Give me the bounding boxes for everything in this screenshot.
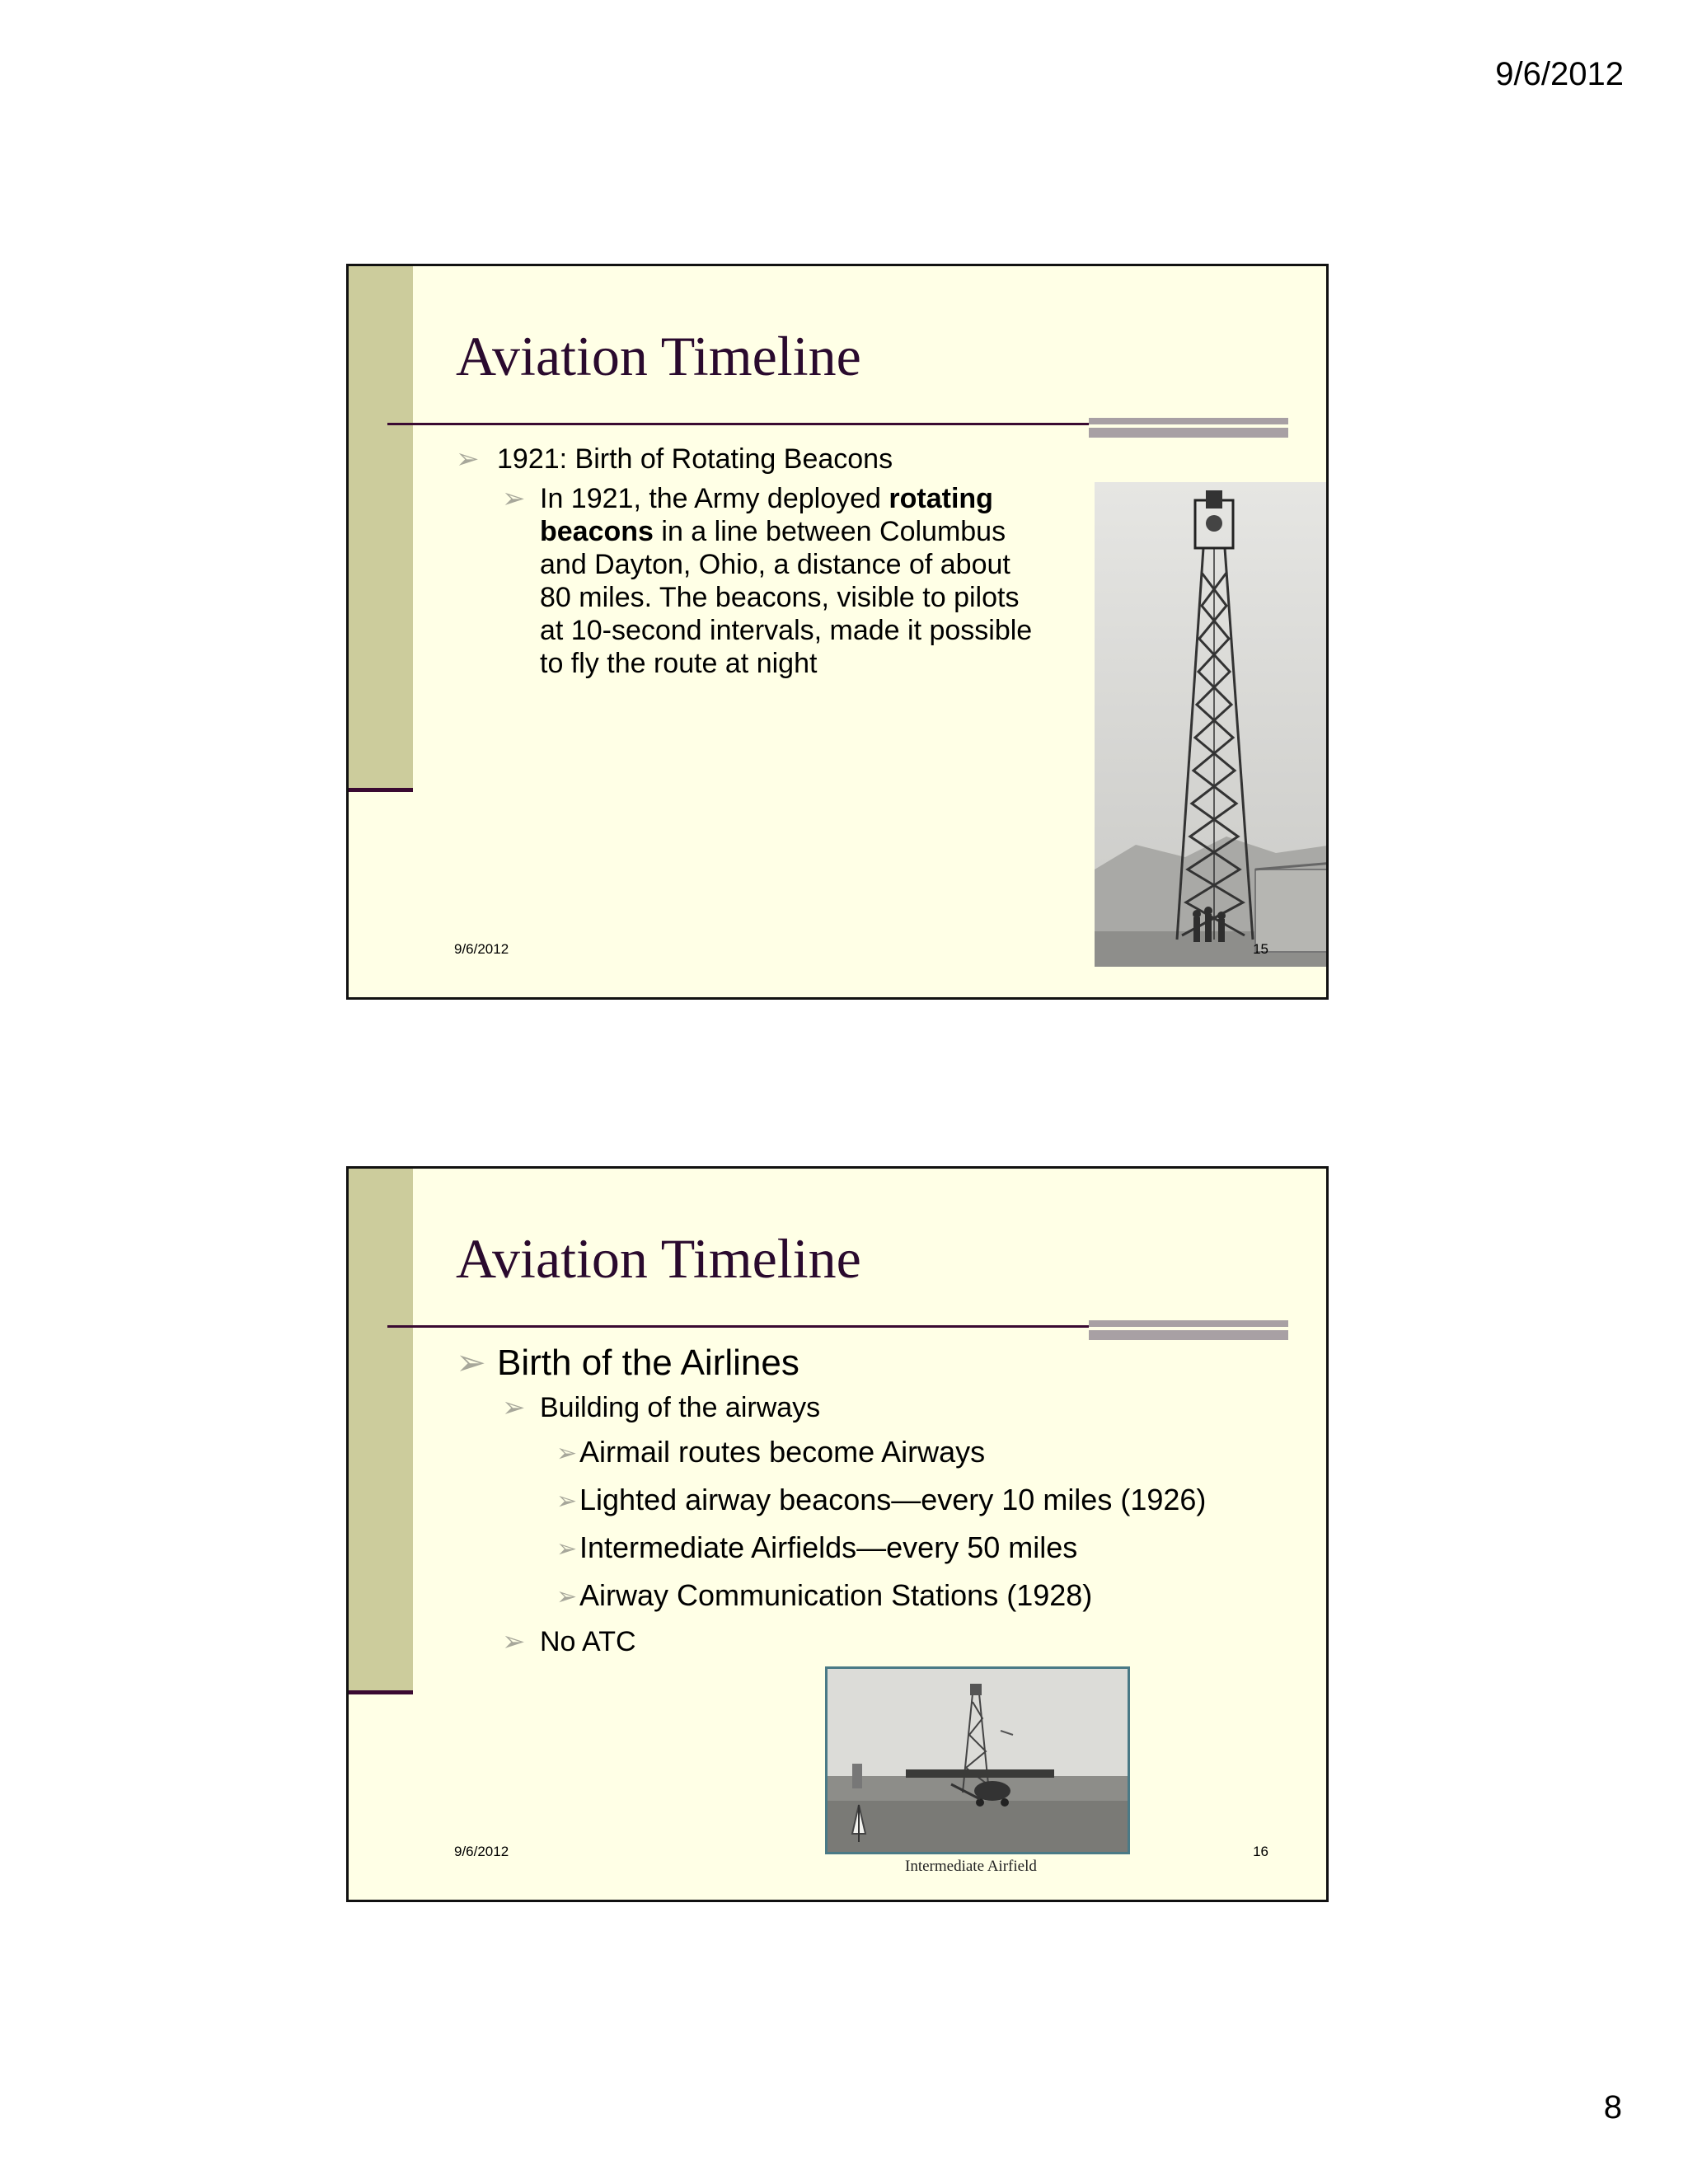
slide-footer-date: 9/6/2012 bbox=[454, 941, 509, 957]
bullet-text: 1921: Birth of Rotating Beacons bbox=[497, 443, 893, 475]
bullet-list bbox=[456, 441, 1296, 680]
sub-bullet-text: Building of the airways bbox=[540, 1392, 821, 1423]
sub-bullet-text: No ATC bbox=[540, 1626, 636, 1657]
arrow-bullet-icon: ➢ bbox=[556, 1535, 578, 1563]
list-item bbox=[456, 1528, 1296, 1568]
slide-15 bbox=[346, 264, 1329, 1000]
slide-16 bbox=[346, 1166, 1329, 1902]
sub-bullet-text: In 1921, the Army deployed rotating beacons in a line between Columbus and Dayton, Ohio, a distance of about 80 miles. The beacons, visible to pilots at 10-second intervals, made it possible to fly the route at night bbox=[540, 483, 1033, 679]
arrow-bullet-icon: ➢ bbox=[502, 1625, 526, 1658]
slide-title: Aviation Timeline bbox=[456, 325, 861, 387]
list-item bbox=[456, 482, 1034, 680]
list-item bbox=[456, 1576, 1296, 1615]
slide-sidebar bbox=[349, 266, 413, 788]
intermediate-airfield-photo bbox=[825, 1666, 1130, 1854]
list-item bbox=[456, 1480, 1296, 1520]
list-item bbox=[456, 1625, 1296, 1658]
bullet-text: Birth of the Airlines bbox=[497, 1343, 799, 1383]
slide-footer-date: 9/6/2012 bbox=[454, 1844, 509, 1859]
bullet-list bbox=[456, 1340, 1296, 1658]
arrow-bullet-icon: ➢ bbox=[556, 1439, 578, 1468]
arrow-bullet-icon: ➢ bbox=[456, 443, 480, 476]
item-text: Airmail routes become Airways bbox=[579, 1435, 986, 1469]
photo-caption: Intermediate Airfield bbox=[905, 1858, 1037, 1875]
slide-title: Aviation Timeline bbox=[456, 1227, 861, 1290]
list-item bbox=[456, 1340, 1296, 1386]
title-accent-bar bbox=[1089, 418, 1288, 438]
sidebar-underline bbox=[349, 788, 413, 792]
list-item bbox=[456, 1391, 1296, 1424]
slide-number: 16 bbox=[1253, 1844, 1268, 1859]
arrow-bullet-icon: ➢ bbox=[556, 1582, 578, 1611]
arrow-bullet-icon: ➢ bbox=[502, 1391, 526, 1424]
item-text: Airway Communication Stations (1928) bbox=[579, 1578, 1093, 1612]
slide-sidebar bbox=[349, 1169, 413, 1690]
page-number: 8 bbox=[1603, 2089, 1622, 2125]
item-text: Lighted airway beacons—every 10 miles (1926) bbox=[579, 1483, 1207, 1516]
list-item bbox=[456, 1432, 1296, 1472]
page-date: 9/6/2012 bbox=[1495, 56, 1624, 92]
slide-number: 15 bbox=[1253, 941, 1268, 957]
sidebar-underline bbox=[349, 1690, 413, 1694]
item-text: Intermediate Airfields—every 50 miles bbox=[579, 1530, 1078, 1564]
arrow-bullet-icon: ➢ bbox=[502, 482, 526, 515]
list-item bbox=[456, 441, 1296, 477]
title-accent-bar bbox=[1089, 1320, 1288, 1340]
arrow-bullet-icon: ➢ bbox=[556, 1487, 578, 1516]
arrow-bullet-icon: ➢ bbox=[456, 1342, 486, 1384]
